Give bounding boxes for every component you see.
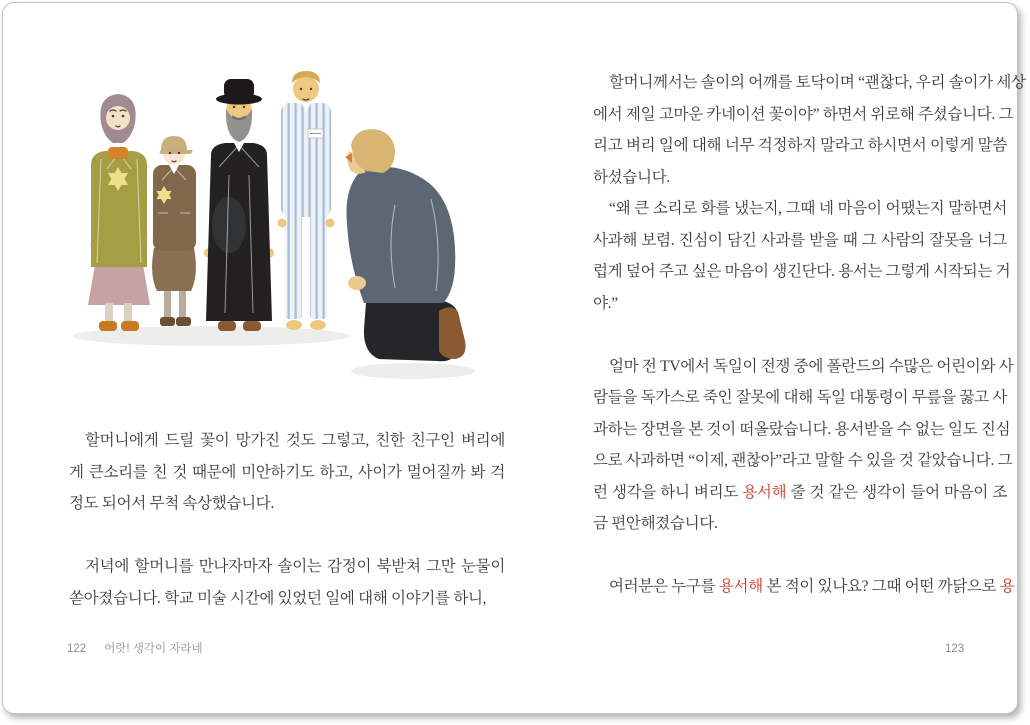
text-segment: 줄 것 같은 생각이 들어 마음이 조 [786,483,1008,501]
text-line [69,551,505,583]
text-segment: 사과해 보렴. 진심이 담긴 사과를 받을 때 그 사람의 잘못을 너그 [593,231,1007,249]
text-segment: 야.” [593,294,618,312]
text-segment: 으로 사과하면 “이제, 괜찮아”라고 말할 수 있을 것 같았습니다. 그 [593,452,1013,469]
text-line [593,130,1007,162]
text-line [593,256,1011,288]
text-segment: “왜 큰 소리로 화를 냈는지, 그때 네 마음이 어땠는지 말하면서 [609,200,1007,217]
right-page-body-text [593,67,1026,603]
text-line [69,457,505,489]
red-keyword: 용 [999,578,1015,595]
text-line [593,351,1014,383]
text-line [593,288,1007,320]
text-line [593,162,1007,194]
red-keyword: 용서해 [718,578,763,595]
text-segment: 게 큰소리를 친 것 때문에 미안하기도 하고, 사이가 멀어질까 봐 걱 [69,463,505,481]
figure-prisoner [278,71,335,330]
text-segment: 얼마 전 TV에서 독일이 전쟁 중에 폴란드의 수많은 어린이와 사 [609,357,1014,375]
text-line [69,425,505,457]
prisoner-number-patch [308,129,323,138]
text-segment: 런 생각을 하니 벼리도 [593,483,743,501]
page-number: 123 [945,643,965,655]
figure-boy [152,136,198,326]
text-segment: 여러분은 누구를 [609,578,719,595]
text-segment: 쏟아졌습니다. 학교 미술 시간에 있었던 일에 대해 이야기를 하니, [69,589,487,607]
text-segment: 럽게 덮어 주고 싶은 마음이 생긴단다. 용서는 그렇게 시작되는 거 [593,263,1011,280]
text-segment: 에서 제일 고마운 카네이션 꽃이야” 하면서 위로해 주셨습니다. 그 [593,105,1014,123]
text-segment: 하셨습니다. [593,168,670,186]
paragraph [69,425,505,520]
book-spread [2,2,1026,714]
text-segment: 저녁에 할머니를 만나자마자 솔이는 감정이 북받쳐 그만 눈물이 [85,558,505,575]
text-line [69,583,505,615]
text-line [69,488,505,520]
left-page-footer [67,641,203,657]
text-line [593,225,1007,257]
book-title: 어랏! 생각이 자라네 [104,643,203,655]
text-segment: 람들을 독가스로 죽인 잘못에 대해 독일 대통령이 무릎을 꿇고 사 [593,389,1007,406]
paragraph [593,351,1014,540]
red-keyword: 용서해 [742,483,787,501]
left-page-body-text [69,425,505,614]
text-segment: 할머니께서는 솔이의 어깨를 토닥이며 “괜찮다, 우리 솔이가 세상 [609,74,1026,91]
page-number: 122 [67,643,87,655]
paragraph [593,193,1011,319]
text-line [593,477,1007,509]
paragraph [69,551,505,614]
holocaust-apology-illustration [61,53,506,401]
text-line [593,508,1007,540]
text-segment: 정도 되어서 무척 속상했습니다. [69,495,275,512]
text-line [593,445,1013,477]
text-segment: 본 적이 있나요? 그때 어떤 까닭으로 [762,578,1000,595]
text-line [593,99,1014,131]
text-line [593,414,1011,446]
text-segment: 과하는 장면을 본 것이 떠올랐습니다. 용서받을 수 없는 일도 진심 [593,420,1011,438]
ground-shadow-kneeling [351,363,475,379]
paragraph [593,571,1015,603]
figure-elderly-woman [88,94,150,331]
text-line [593,67,1026,99]
paragraph [593,67,1026,193]
text-segment: 할머니에게 드릴 꽃이 망가진 것도 그렇고, 친한 친구인 벼리에 [85,432,505,449]
text-segment: 리고 벼리 일에 대해 너무 걱정하지 말라고 하시면서 이렇게 말씀 [593,137,1007,154]
text-line [593,193,1007,225]
figure-kneeling-man [345,129,466,361]
figure-old-man [204,79,274,331]
text-line [593,382,1007,414]
text-line [593,571,1015,603]
text-segment: 금 편안해졌습니다. [593,515,718,532]
